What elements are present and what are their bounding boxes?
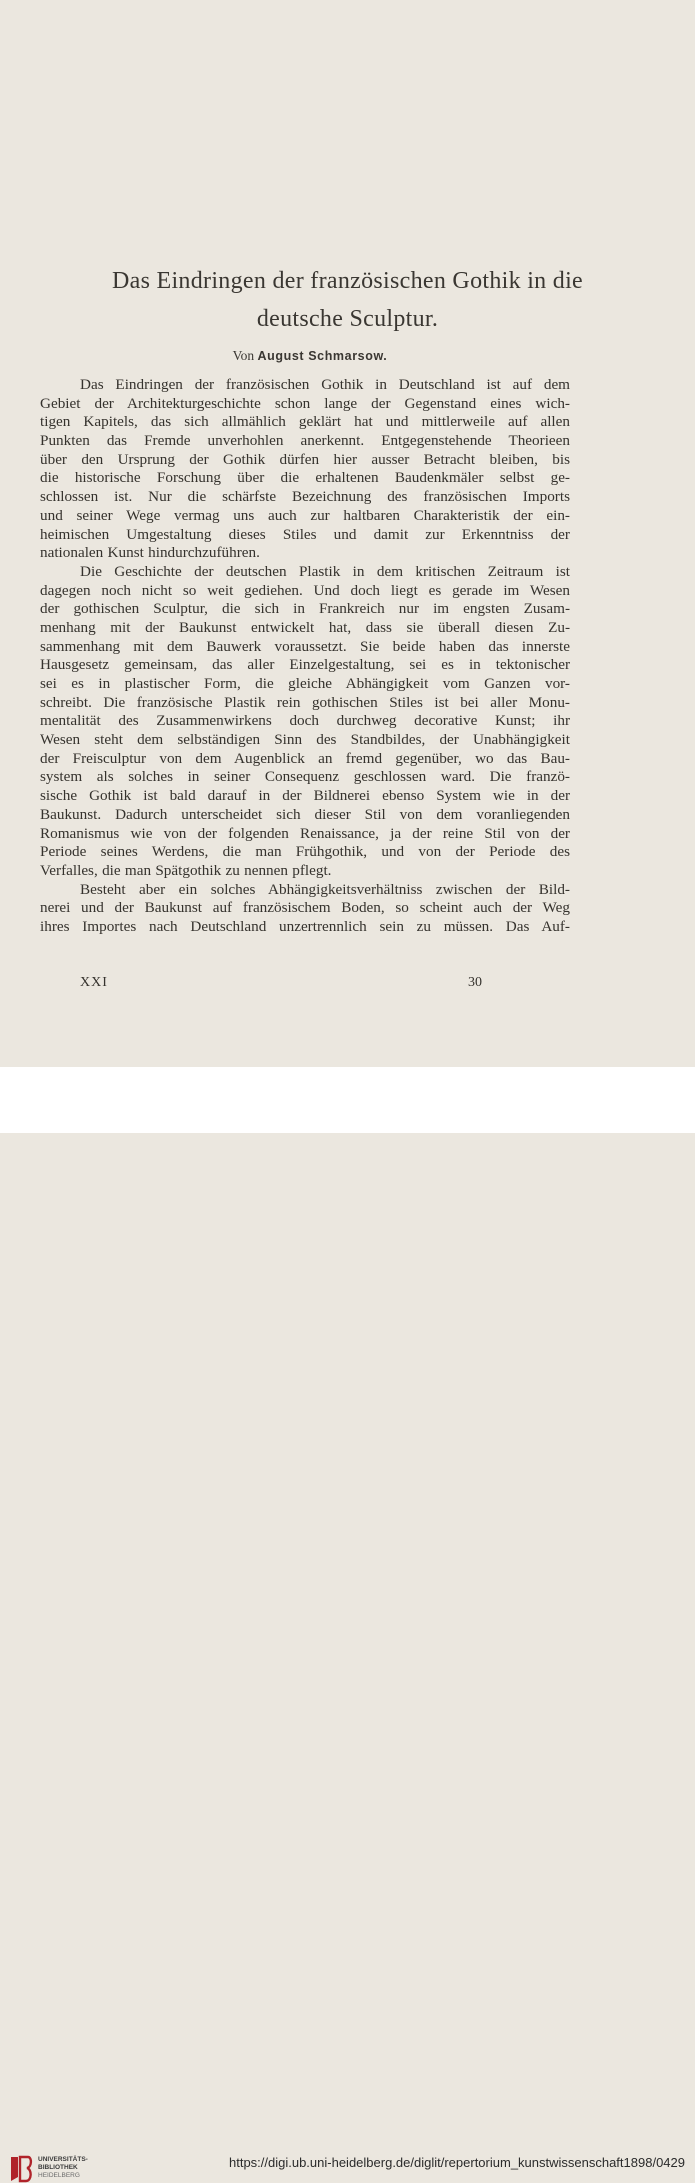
text-line: dagegen noch nicht so weit gediehen. Und doch liegt es gerade im Wesen bbox=[40, 581, 570, 599]
text-line: Verfalles, die man Spätgothik zu nennen pflegt. bbox=[40, 861, 332, 879]
text-line: ihres Importes nach Deutschland unzertrennlich sein zu müssen. Das Auf- bbox=[40, 917, 570, 935]
text-line: schreibt. Die französische Plastik rein gothischen Stiles ist bei aller Monu- bbox=[40, 693, 570, 711]
library-name bbox=[38, 2156, 88, 2180]
library-line-1: UNIVERSITÄTS- bbox=[38, 2156, 88, 2163]
library-logo-icon bbox=[8, 2155, 34, 2183]
text-line: Baukunst. Dadurch unterscheidet sich dieser Stil von dem voranliegenden bbox=[40, 805, 570, 823]
text-line: der Freisculptur von dem Augenblick an fremd gegenüber, wo das Bau- bbox=[40, 749, 570, 767]
text-line: Hausgesetz gemeinsam, das aller Einzelgestaltung, sei es in tektonischer bbox=[40, 656, 570, 674]
library-line-2: BIBLIOTHEK bbox=[38, 2164, 78, 2171]
text-line: Periode seines Werdens, die man Frühgothik, und von der Periode des bbox=[40, 843, 570, 861]
text-line: Romanismus wie von der folgenden Renaissance, ja der reine Stil von der bbox=[40, 824, 570, 842]
text-line: nationalen Kunst hindurchzuführen. bbox=[40, 544, 260, 562]
signature-mark: XXI bbox=[80, 975, 108, 990]
text-line: schlossen ist. Nur die schärfste Bezeichnung des französischen Imports bbox=[40, 488, 570, 506]
body-text bbox=[40, 376, 570, 937]
text-line: Punkten das Fremde unverhohlen anerkennt. Entgegenstehende Theorieen bbox=[40, 432, 570, 450]
source-url-link[interactable]: https://digi.ub.uni-heidelberg.de/diglit/repertorium_kunstwissenschaft1898/0429 bbox=[228, 2155, 685, 2170]
text-line: sammenhang mit dem Bauwerk voraussetzt. Sie beide haben das innerste bbox=[40, 637, 570, 655]
scanned-page bbox=[0, 0, 695, 1067]
text-line: tigen Kapitels, das sich allmählich geklärt hat und mittlerweile auf allen bbox=[40, 413, 570, 431]
text-line: mentalität des Zusammenwirkens doch durchweg decorative Kunst; ihr bbox=[40, 712, 570, 730]
text-line: Besteht aber ein solches Abhängigkeitsverhältniss zwischen der Bild- bbox=[80, 880, 570, 898]
text-line: Das Eindringen der französischen Gothik in Deutschland ist auf dem bbox=[80, 376, 570, 393]
byline-prefix: Von bbox=[232, 348, 255, 363]
text-line: die historische Forschung über die erhaltenen Baudenkmäler selbst ge- bbox=[40, 469, 570, 487]
viewer-footer bbox=[0, 1067, 695, 2179]
article-title-line-2: deutsche Sculptur. bbox=[256, 306, 439, 332]
text-line: nerei und der Baukunst auf französischem Boden, so scheint auch der Weg bbox=[40, 899, 570, 917]
text-line: heimischen Umgestaltung dieses Stiles und damit zur Erkenntniss der bbox=[40, 525, 570, 543]
text-line: über den Ursprung der Gothik dürfen hier ausser Betracht bleiben, bis bbox=[40, 450, 570, 468]
text-line: der gothischen Sculptur, die sich in Frankreich nur im engsten Zusam- bbox=[40, 600, 570, 618]
page-number: 30 bbox=[468, 975, 482, 990]
text-line: sei es in plastischer Form, die gleiche Abhängigkeit vom Ganzen vor- bbox=[40, 675, 570, 692]
text-line: sische Gothik ist bald darauf in der Bildnerei ebenso System wie in der bbox=[40, 787, 570, 805]
text-line: system als solches in seiner Consequenz geschlossen ward. Die franzö- bbox=[40, 768, 570, 786]
text-line: Gebiet der Architekturgeschichte schon lange der Gegenstand eines wich- bbox=[40, 394, 570, 412]
library-line-3: HEIDELBERG bbox=[38, 2172, 80, 2179]
author-name: August Schmarsow. bbox=[257, 349, 388, 363]
text-line: Wesen steht dem selbständigen Sinn des Standbildes, der Unabhängigkeit bbox=[40, 731, 570, 749]
text-line: Die Geschichte der deutschen Plastik in dem kritischen Zeitraum ist bbox=[80, 562, 570, 580]
byline bbox=[0, 348, 620, 364]
text-line: menhang mit der Baukunst entwickelt hat, dass sie überall diesen Zu- bbox=[40, 618, 570, 636]
article-title-line-1: Das Eindringen der französischen Gothik in die bbox=[111, 268, 583, 294]
text-line: und seiner Wege vermag uns auch zur haltbaren Charakteristik der ein- bbox=[40, 506, 570, 524]
